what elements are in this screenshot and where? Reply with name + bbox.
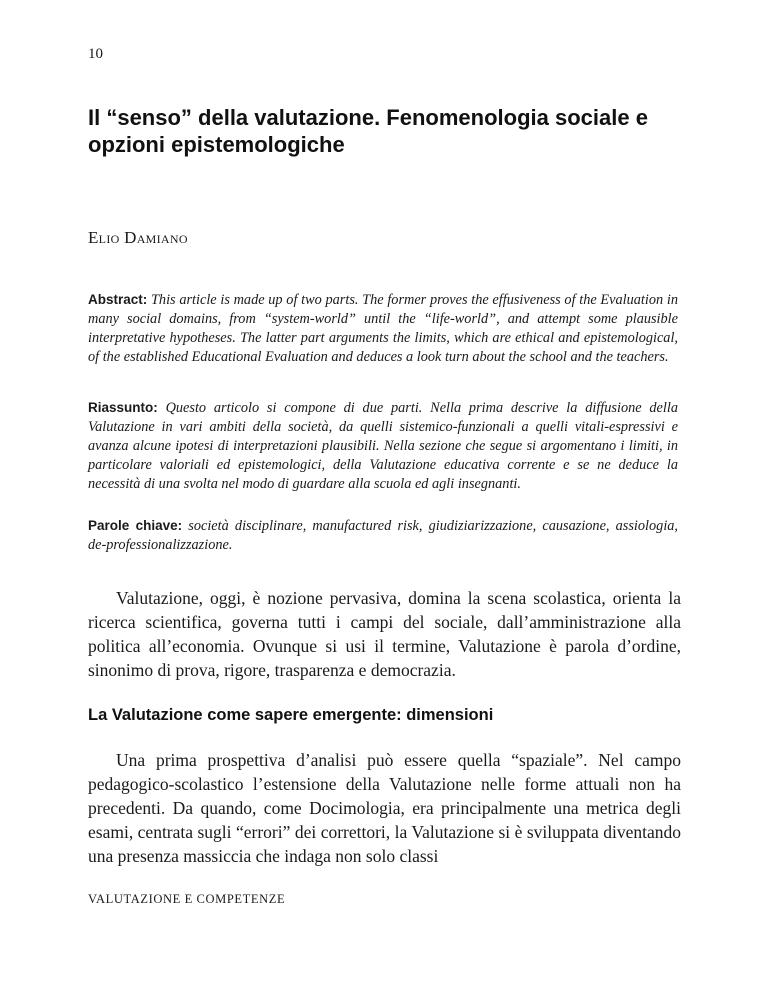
section-heading: La Valutazione come sapere emergente: dimensioni	[88, 706, 494, 724]
page-number: 10	[88, 46, 103, 62]
body-paragraph-2: Una prima prospettiva d’analisi può essere quella “spaziale”. Nel campo pedagogico-scolastico l’estensione della Valutazione nelle forme attuali non ha precedenti. Da quando, come Docimologia, era principalmente una metrica degli esami, centrata sugli “errori” dei correttori, la Valutazione si è sviluppata diventando una presenza massiccia che indaga non solo classi	[88, 750, 681, 866]
riassunto-text: Questo articolo si compone di due parti. Nella prima descrive la diffusione della Valutazione in vari ambiti della società, da quelli sistemico-funzionali a quelli vitali-espressivi e avanza alcune ipotesi di interpretazioni plausibili. Nella sezione che segue si argomentano i limiti, in particolare valoriali ed epistemologici, della Valutazione educativa corrente e se ne deduce la necessità di una svolta nel modo di guardare alla scuola ed agli insegnanti.	[88, 400, 678, 492]
body-paragraph-1: Valutazione, oggi, è nozione pervasiva, domina la scena scolastica, orienta la ricerca scientifica, governa tutti i campi del sociale, dall’amministrazione alla politica all’economia. Ovunque si usi il termine, Valutazione è parola d’ordine, sinonimo di prova, rigore, trasparenza e democrazia.	[88, 588, 681, 680]
riassunto-block	[88, 398, 678, 494]
article-title: Il “senso” della valutazione. Fenomenologia sociale e opzioni epistemologiche	[88, 105, 648, 157]
abstract-label: Abstract:	[88, 292, 148, 307]
abstract-block	[88, 290, 678, 367]
abstract-text: This article is made up of two parts. The former proves the effusiveness of the Evaluation in many social domains, from “system-world” until the “life-world”, and attempt some plausible interpretative hypotheses. The latter part arguments the limits, which are ethical and epistemological, of the established Educational Evaluation and deduces a look turn about the school and the teachers.	[88, 292, 678, 365]
author-name: Elio Damiano	[88, 228, 188, 247]
keywords-text: società disciplinare, manufactured risk, giudiziarizzazione, causazione, assiologia, de-professionalizzazione.	[88, 518, 679, 553]
riassunto-label: Riassunto:	[88, 400, 158, 415]
running-footer: VALUTAZIONE E COMPETENZE	[88, 892, 286, 906]
keywords-block	[88, 516, 678, 555]
keywords-label: Parole chiave:	[88, 518, 183, 533]
